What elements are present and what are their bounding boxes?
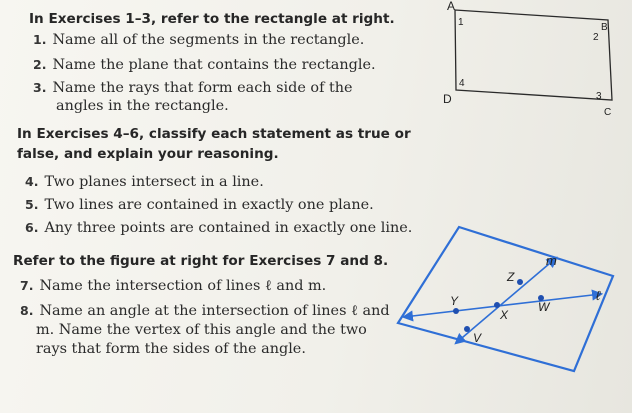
point-label-x: X: [500, 308, 509, 322]
angle-number-2: 2: [593, 32, 599, 43]
exercise-number: 8.: [20, 303, 34, 318]
plane-shape: [398, 227, 613, 371]
angle-number-1: 1: [458, 17, 464, 28]
point-y: [453, 308, 459, 314]
point-v: [464, 326, 470, 332]
exercise-number: 1.: [33, 32, 47, 47]
exercise-number: 2.: [33, 57, 47, 72]
exercise-number: 7.: [20, 278, 34, 293]
exercise-text: Name the rays that form each side of the: [52, 80, 353, 96]
exercise-8-cont-2: rays that form the sides of the angle.: [36, 341, 306, 357]
exercise-3-cont: angles in the rectangle.: [56, 98, 229, 114]
exercise-number: 6.: [25, 220, 39, 235]
exercise-text: Two planes intersect in a line.: [44, 174, 264, 190]
exercise-number: 5.: [25, 197, 39, 212]
exercise-text: Name an angle at the intersection of lines ℓ and: [39, 303, 390, 319]
exercise-text: Two lines are contained in exactly one plane.: [44, 197, 374, 213]
line-label-m: m: [546, 253, 557, 268]
angle-number-4: 4: [459, 78, 465, 89]
point-z: [517, 279, 523, 285]
exercise-number: 3.: [33, 80, 47, 95]
line-label-l: ℓ: [596, 288, 601, 303]
vertex-label-c: C: [604, 107, 612, 118]
angle-number-3: 3: [596, 91, 602, 102]
exercise-number: 4.: [25, 174, 39, 189]
exercise-text: Name the plane that contains the rectangle.: [52, 57, 376, 73]
point-label-z: Z: [507, 270, 515, 284]
point-label-v: V: [473, 331, 482, 345]
vertex-label-d: D: [443, 92, 452, 106]
section2-heading-line2: false, and explain your reasoning.: [17, 146, 279, 162]
section1-heading: In Exercises 1–3, refer to the rectangle at right.: [29, 11, 395, 27]
point-label-w: W: [538, 300, 550, 314]
exercise-8-cont-1: m. Name the vertex of this angle and the two: [36, 322, 367, 338]
exercise-text: Any three points are contained in exactly one line.: [44, 220, 413, 236]
exercise-text: Name the intersection of lines ℓ and m.: [39, 278, 327, 294]
section3-heading: Refer to the figure at right for Exercises 7 and 8.: [13, 253, 389, 269]
point-label-y: Y: [450, 294, 459, 308]
vertex-label-a: A: [447, 0, 456, 13]
section2-heading-line1: In Exercises 4–6, classify each statement as true or: [17, 126, 411, 142]
vertex-label-b: B: [601, 22, 608, 33]
exercise-text: Name all of the segments in the rectangle.: [52, 32, 365, 48]
